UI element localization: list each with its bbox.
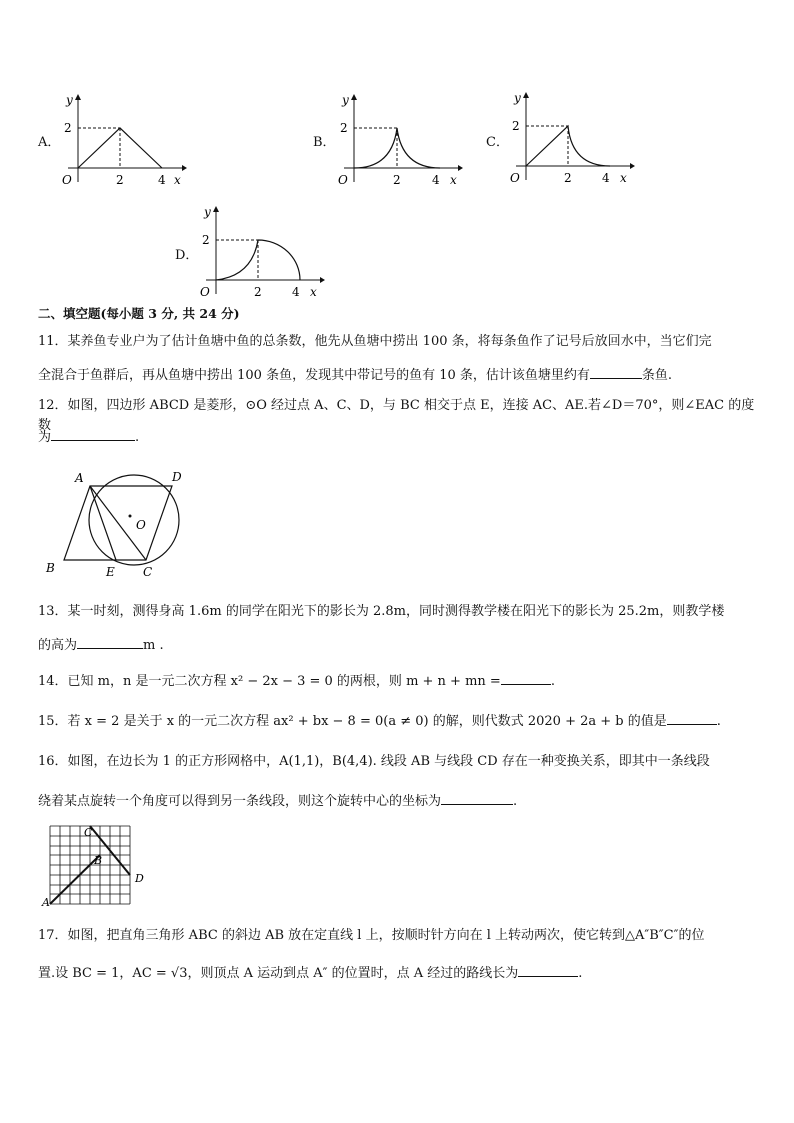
question-text: 如图，在边长为 1 的正方形网格中，A(1,1)，B(4,4). 线段 AB 与线段 CD 存在一种变换关系，即其中一条线段 (67, 754, 710, 769)
question-text: 全混合于鱼群后，再从鱼塘中捞出 100 条鱼，发现其中带记号的鱼有 10 条，估计该鱼塘里约有 (38, 368, 590, 383)
y-axis-arrow-icon (213, 206, 219, 212)
x-tick-label-2: 2 (393, 173, 401, 187)
y-label: y (204, 205, 211, 219)
question-number: 13． (38, 604, 68, 619)
question-13-line2 (38, 634, 758, 656)
question-text: 绕着某点旋转一个角度可以得到另一条线段，则这个旋转中心的坐标为 (38, 794, 442, 809)
answer-blank[interactable] (441, 790, 513, 805)
question-text: 为 (38, 430, 52, 445)
answer-blank[interactable] (518, 962, 578, 977)
y-tick-label: 2 (64, 121, 72, 135)
question-13 (38, 602, 758, 622)
origin-label: O (338, 173, 348, 187)
question-number: 12． (38, 398, 68, 413)
x-tick-label-2: 2 (116, 173, 124, 187)
answer-blank[interactable] (590, 364, 642, 379)
question-12-line2 (38, 426, 758, 448)
y-tick-label: 2 (340, 121, 348, 135)
question-text: 若 x = 2 是关于 x 的一元二次方程 ax² + bx − 8 = 0(a ≠ 0) 的解，则代数式 2020 + 2a + b 的值是 (67, 714, 667, 729)
question-text: 某一时刻，测得身高 1.6m 的同学在阳光下的影长为 2.8m，同时测得教学楼在阳光下的影长为 25.2m，则教学楼 (67, 604, 725, 619)
x-axis-arrow-icon (630, 163, 635, 169)
question-11-line2 (38, 364, 758, 386)
option-c-label[interactable]: C． (486, 135, 509, 150)
question-number: 11． (38, 334, 68, 349)
x-tick-label-4: 4 (432, 173, 440, 187)
section-heading: 二、填空题(每小题 3 分, 共 24 分) (38, 306, 240, 321)
question-text: 已知 m，n 是一元二次方程 x² − 2x − 3 = 0 的两根，则 m + n + mn = (67, 674, 501, 689)
question-11 (38, 332, 758, 352)
label-e: E (106, 565, 115, 579)
question-text-end: . (135, 430, 140, 445)
y-label: y (342, 93, 349, 107)
figure-16-grid (38, 822, 158, 910)
question-text-end: m . (143, 638, 164, 653)
option-a-graph[interactable] (58, 90, 188, 190)
label-d: D (172, 470, 182, 484)
label-a: A (42, 896, 50, 909)
question-17 (38, 926, 758, 946)
center-point (129, 515, 132, 518)
question-number: 16． (38, 754, 68, 769)
question-number: 17． (38, 928, 68, 943)
question-text-end: 条鱼. (641, 368, 673, 383)
label-a: A (75, 471, 84, 485)
x-label: x (310, 285, 317, 299)
y-tick-label: 2 (512, 119, 520, 133)
x-tick-label-4: 4 (602, 171, 610, 185)
y-label: y (514, 91, 521, 105)
answer-blank[interactable] (501, 670, 551, 685)
question-16 (38, 752, 758, 772)
x-tick-label-2: 2 (564, 171, 572, 185)
y-axis-arrow-icon (351, 94, 357, 100)
question-text: 如图，把直角三角形 ABC 的斜边 AB 放在定直线 l 上，按顺时针方向在 l 上转动两次，使它转到△A″B″C″的位 (67, 928, 705, 943)
question-text-end: . (550, 674, 555, 689)
option-b-label[interactable]: B． (313, 135, 336, 150)
x-axis-arrow-icon (182, 165, 187, 171)
label-b: B (46, 561, 55, 575)
y-axis-arrow-icon (523, 92, 529, 98)
option-d-graph[interactable] (196, 202, 326, 302)
option-a-label[interactable]: A． (38, 135, 61, 150)
figure-12-rhombus-circle (40, 464, 200, 584)
label-d: D (135, 872, 144, 885)
question-text: 如图，四边形 ABCD 是菱形，⊙O 经过点 A、C、D，与 BC 相交于点 E，连接 AC、AE.若∠D＝70°，则∠EAC 的度数 (38, 398, 755, 433)
x-axis-arrow-icon (458, 165, 463, 171)
origin-label: O (510, 171, 520, 185)
x-tick-label-4: 4 (158, 173, 166, 187)
x-tick-label-2: 2 (254, 285, 262, 299)
y-label: y (66, 93, 73, 107)
question-14 (38, 670, 758, 692)
question-text: 某养鱼专业户为了估计鱼塘中鱼的总条数，他先从鱼塘中捞出 100 条，将每条鱼作了记号后放回水中，当它们完 (67, 334, 712, 349)
option-b-graph[interactable] (334, 90, 464, 190)
x-tick-label-4: 4 (292, 285, 300, 299)
y-axis-arrow-icon (75, 94, 81, 100)
question-16-line2 (38, 790, 758, 812)
y-tick-label: 2 (202, 233, 210, 247)
label-o: O (136, 518, 146, 532)
question-text-end: . (578, 966, 583, 981)
origin-label: O (62, 173, 72, 187)
question-text-end: . (513, 794, 518, 809)
x-label: x (174, 173, 181, 187)
label-c: C (84, 826, 93, 839)
x-label: x (450, 173, 457, 187)
x-axis-arrow-icon (320, 277, 325, 283)
label-c: C (143, 565, 153, 579)
question-number: 14． (38, 674, 68, 689)
question-number: 15． (38, 714, 68, 729)
question-text: 的高为 (38, 638, 78, 653)
question-text: 置.设 BC = 1，AC = √3，则顶点 A 运动到点 A″ 的位置时，点 A 经过的路线长为 (38, 966, 519, 981)
option-d-label[interactable]: D． (175, 248, 199, 263)
answer-blank[interactable] (667, 710, 717, 725)
segment-ae (90, 486, 116, 560)
question-17-line2 (38, 962, 758, 984)
origin-label: O (200, 285, 210, 299)
answer-blank[interactable] (51, 426, 135, 441)
question-15 (38, 710, 758, 732)
x-label: x (620, 171, 627, 185)
segment-ab (50, 854, 103, 904)
question-text-end: . (716, 714, 721, 729)
answer-blank[interactable] (77, 634, 143, 649)
option-c-graph[interactable] (506, 88, 636, 188)
label-b: B (94, 854, 103, 867)
